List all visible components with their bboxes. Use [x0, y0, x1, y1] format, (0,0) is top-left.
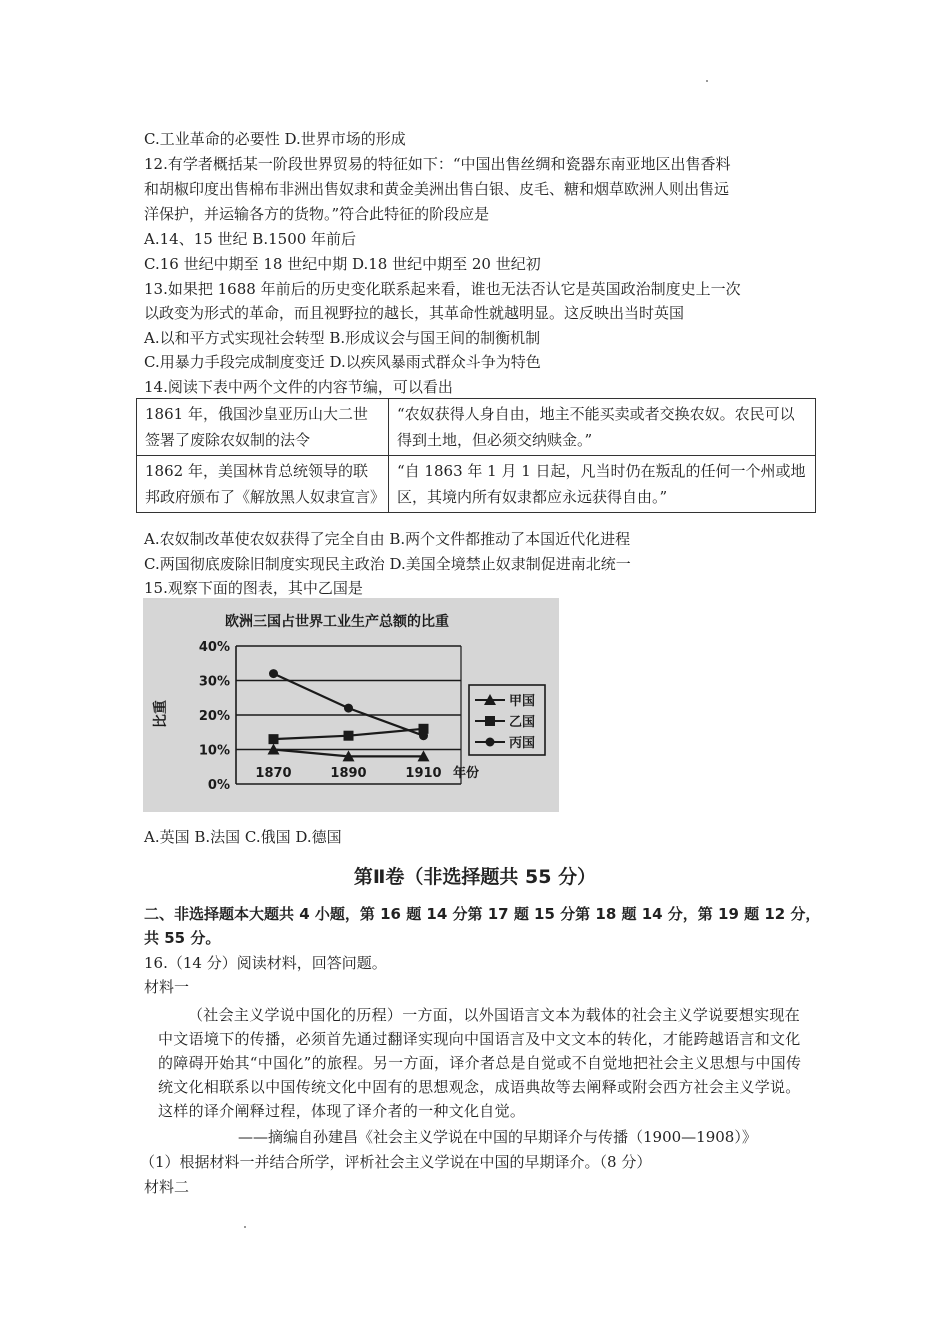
q13-stem-2: 以政变为形式的革命，而且视野拉的越长，其革命性就越明显。这反映出当时英国 — [144, 304, 685, 322]
legend-label: 甲国 — [509, 694, 536, 709]
table-cell: “农奴获得人身自由，地主不能买卖或者交换农奴。农民可以得到土地，但必须交纳赎金。” — [389, 399, 816, 456]
table-row — [137, 399, 816, 456]
q14-options-ab: A.农奴制改革使农奴获得了完全自由 B.两个文件都推动了本国近代化进程 — [144, 530, 631, 548]
data-point — [269, 734, 279, 744]
q15-options: A.英国 B.法国 C.俄国 D.德国 — [144, 828, 342, 846]
material-1-label: 材料一 — [144, 978, 190, 996]
chart-title: 欧洲三国占世界工业生产总额的比重 — [225, 614, 449, 630]
q16-part-1: （1）根据材料一并结合所学，评析社会主义学说在中国的早期译介。（8 分） — [140, 1153, 652, 1171]
y-tick-label: 20% — [198, 709, 230, 724]
data-point — [269, 669, 278, 678]
industrial-share-chart — [143, 598, 559, 812]
y-axis-label: 比重 — [153, 700, 169, 728]
q15-stem: 15.观察下面的图表，其中乙国是 — [144, 579, 363, 597]
x-tick-label: 1870 — [255, 766, 292, 781]
option-line-q11: C.工业革命的必要性 D.世界市场的形成 — [144, 130, 406, 148]
material-2-label: 材料二 — [144, 1178, 190, 1196]
data-point — [344, 704, 353, 713]
q14-stem: 14.阅读下表中两个文件的内容节编，可以看出 — [144, 378, 453, 396]
data-point — [419, 731, 428, 740]
q12-stem-1: 12.有学者概括某一阶段世界贸易的特征如下：“中国出售丝绸和瓷器东南亚地区出售香料 — [144, 155, 731, 173]
x-axis-label: 年份 — [453, 766, 480, 781]
y-tick-label: 0% — [207, 778, 230, 793]
legend-label: 丙国 — [509, 736, 536, 751]
legend-marker — [485, 716, 495, 726]
x-tick-label: 1890 — [330, 766, 367, 781]
y-tick-label: 30% — [198, 674, 230, 690]
q12-stem-3: 洋保护，并运输各方的货物。”符合此特征的阶段应是 — [144, 205, 490, 223]
section-instructions-2: 共 55 分。 — [144, 929, 221, 947]
scan-dot — [244, 1226, 246, 1228]
y-tick-label: 10% — [198, 743, 230, 759]
legend-label: 乙国 — [509, 715, 536, 730]
q13-options-cd: C.用暴力手段完成制度变迁 D.以疾风暴雨式群众斗争为特色 — [144, 353, 541, 371]
q12-stem-2: 和胡椒印度出售棉布非洲出售奴隶和黄金美洲出售白银、皮毛、糖和烟草欧洲人则出售远 — [144, 180, 730, 198]
q12-options-cd: C.16 世纪中期至 18 世纪中期 D.18 世纪中期至 20 世纪初 — [144, 255, 541, 273]
legend-marker — [486, 738, 495, 747]
section-ii-title: 第Ⅱ卷（非选择题共 55 分） — [353, 866, 597, 888]
material-1-body: （社会主义学说中国化的历程）一方面，以外国语言文本为载体的社会主义学说要想实现在中文语境下的传播，必须首先通过翻译实现向中国语言及中文文本的转化，才能跨越语言和文化的障碍开始其“中国化”的旅程。另一方面，译介者总是自觉或不自觉地把社会主义思想与中国传统文化相联系以中国传统文化中固有的思想观念，成语典故等去阐释或附会西方社会主义学说。这样的译介阐释过程，体现了译介者的一种文化自觉。 — [158, 1006, 802, 1120]
table-cell: 1862 年，美国林肯总统领导的联邦政府颁布了《解放黑人奴隶宣言》 — [137, 456, 389, 513]
q12-options-ab: A.14、15 世纪 B.1500 年前后 — [144, 230, 357, 248]
x-tick-label: 1910 — [405, 766, 442, 781]
material-1-source: ——摘编自孙建昌《社会主义学说在中国的早期译介与传播（1900—1908）》 — [238, 1128, 757, 1146]
data-point — [344, 731, 354, 741]
q13-stem-1: 13.如果把 1688 年前后的历史变化联系起来看，谁也无法否认它是英国政治制度史上一次 — [144, 280, 741, 298]
table-cell: 1861 年，俄国沙皇亚历山大二世签署了废除农奴制的法令 — [137, 399, 389, 456]
table-row — [137, 456, 816, 513]
chart-svg — [143, 598, 559, 812]
y-tick-label: 40% — [198, 640, 230, 655]
scan-dot — [706, 80, 708, 82]
q16-stem: 16.（14 分）阅读材料，回答问题。 — [144, 954, 387, 972]
q13-options-ab: A.以和平方式实现社会转型 B.形成议会与国王间的制衡机制 — [144, 329, 541, 347]
q14-options-cd: C.两国彻底废除旧制度实现民主政治 D.美国全境禁止奴隶制促进南北统一 — [144, 555, 631, 573]
documents-table — [136, 398, 816, 513]
table-cell: “自 1863 年 1 月 1 日起，凡当时仍在叛乱的任何一个州或地区，其境内所有奴隶都应永远获得自由。” — [389, 456, 816, 513]
section-instructions-1: 二、非选择题本大题共 4 小题，第 16 题 14 分第 17 题 15 分第 18 题 14 分，第 19 题 12 分， — [144, 905, 821, 923]
